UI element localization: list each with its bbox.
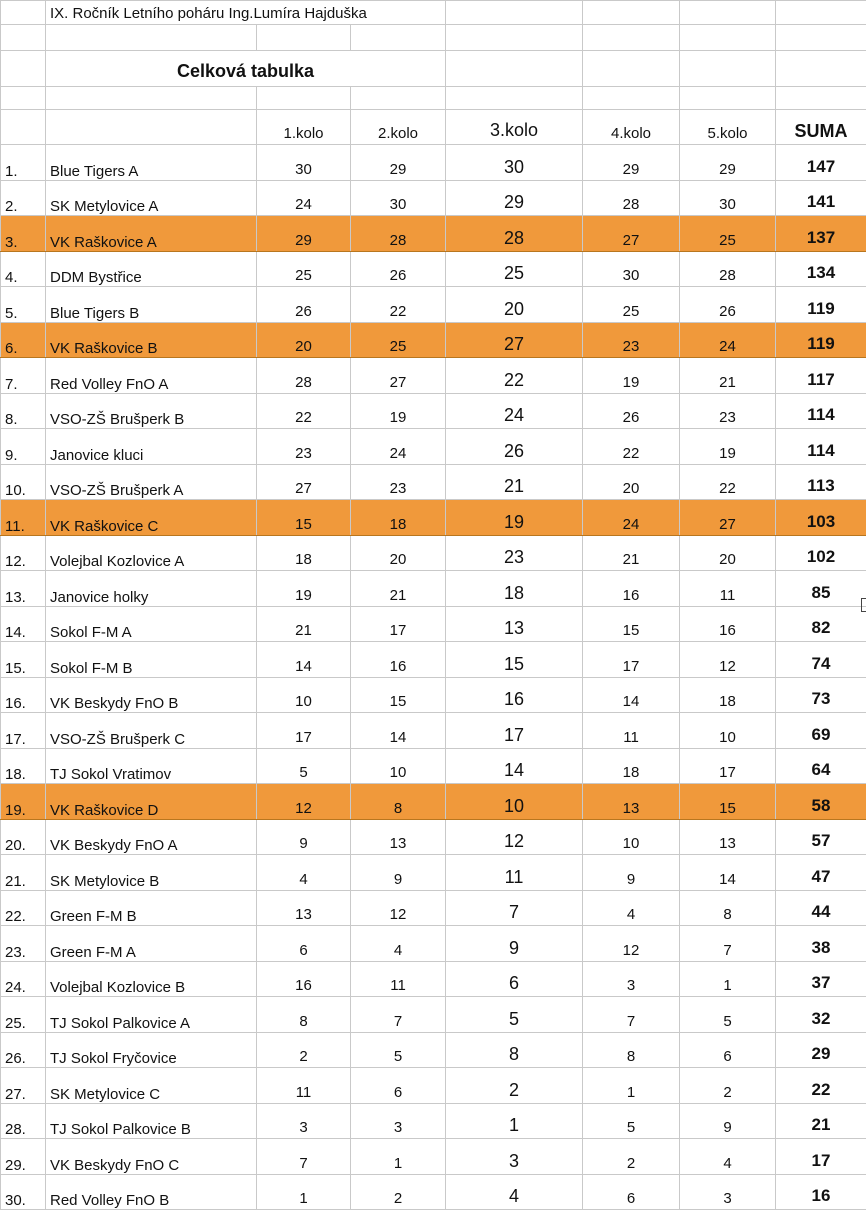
heading-row bbox=[1, 51, 866, 87]
team-name-cell[interactable]: Red Volley FnO B bbox=[46, 1174, 257, 1210]
table-row bbox=[1, 464, 866, 500]
table-row bbox=[1, 890, 866, 926]
kolo3-cell[interactable]: 1 bbox=[446, 1103, 583, 1139]
kolo2-cell[interactable]: 15 bbox=[351, 677, 446, 713]
rank-cell[interactable]: 4. bbox=[1, 251, 46, 287]
kolo2-cell[interactable]: 3 bbox=[351, 1103, 446, 1139]
table-row bbox=[1, 1068, 866, 1104]
kolo4-cell[interactable]: 22 bbox=[583, 429, 680, 465]
suma-cell[interactable]: 22 bbox=[776, 1068, 866, 1104]
suma-cell[interactable]: 114 bbox=[776, 429, 866, 465]
rank-cell[interactable]: 11. bbox=[1, 500, 46, 536]
kolo4-cell[interactable]: 8 bbox=[583, 1032, 680, 1068]
kolo2-cell[interactable]: 17 bbox=[351, 606, 446, 642]
kolo3-cell[interactable]: 29 bbox=[446, 180, 583, 216]
kolo5-cell[interactable]: 24 bbox=[680, 322, 776, 358]
kolo3-cell[interactable]: 17 bbox=[446, 713, 583, 749]
suma-cell[interactable]: 58 bbox=[776, 784, 866, 820]
kolo2-cell[interactable]: 2 bbox=[351, 1174, 446, 1210]
kolo1-cell[interactable]: 6 bbox=[257, 926, 351, 962]
kolo1-cell[interactable]: 22 bbox=[257, 393, 351, 429]
rank-cell[interactable]: 1. bbox=[1, 145, 46, 181]
table-row bbox=[1, 1032, 866, 1068]
kolo1-cell[interactable]: 20 bbox=[257, 322, 351, 358]
kolo4-cell[interactable]: 11 bbox=[583, 713, 680, 749]
suma-cell[interactable]: 38 bbox=[776, 926, 866, 962]
team-name-cell[interactable]: TJ Sokol Vratimov bbox=[46, 748, 257, 784]
kolo5-cell[interactable]: 19 bbox=[680, 429, 776, 465]
table-row bbox=[1, 216, 866, 252]
kolo4-cell[interactable]: 2 bbox=[583, 1139, 680, 1175]
table-row bbox=[1, 642, 866, 678]
rank-cell[interactable]: 18. bbox=[1, 748, 46, 784]
col-header-kolo5[interactable]: 5.kolo bbox=[680, 110, 776, 145]
kolo1-cell[interactable]: 1 bbox=[257, 1174, 351, 1210]
kolo4-cell[interactable]: 25 bbox=[583, 287, 680, 323]
suma-cell[interactable]: 85 bbox=[776, 571, 866, 607]
suma-cell[interactable]: 141 bbox=[776, 180, 866, 216]
kolo2-cell[interactable]: 28 bbox=[351, 216, 446, 252]
kolo3-cell[interactable]: 14 bbox=[446, 748, 583, 784]
kolo4-cell[interactable]: 27 bbox=[583, 216, 680, 252]
suma-cell[interactable]: 44 bbox=[776, 890, 866, 926]
team-name-cell[interactable]: VK Raškovice D bbox=[46, 784, 257, 820]
rank-cell[interactable]: 16. bbox=[1, 677, 46, 713]
rank-cell[interactable]: 20. bbox=[1, 819, 46, 855]
suma-cell[interactable]: 117 bbox=[776, 358, 866, 394]
kolo1-cell[interactable]: 28 bbox=[257, 358, 351, 394]
kolo2-cell[interactable]: 4 bbox=[351, 926, 446, 962]
kolo3-cell[interactable]: 13 bbox=[446, 606, 583, 642]
kolo2-cell[interactable]: 5 bbox=[351, 1032, 446, 1068]
title-row bbox=[1, 1, 866, 25]
rank-cell[interactable]: 29. bbox=[1, 1139, 46, 1175]
kolo1-cell[interactable]: 21 bbox=[257, 606, 351, 642]
kolo4-cell[interactable]: 24 bbox=[583, 500, 680, 536]
kolo1-cell[interactable]: 15 bbox=[257, 500, 351, 536]
team-name-cell[interactable]: VK Raškovice B bbox=[46, 322, 257, 358]
kolo3-cell[interactable]: 10 bbox=[446, 784, 583, 820]
table-row bbox=[1, 571, 866, 607]
team-name-cell[interactable]: VK Raškovice C bbox=[46, 500, 257, 536]
kolo1-cell[interactable]: 2 bbox=[257, 1032, 351, 1068]
kolo2-cell[interactable]: 30 bbox=[351, 180, 446, 216]
rank-cell[interactable]: 3. bbox=[1, 216, 46, 252]
kolo5-cell[interactable]: 13 bbox=[680, 819, 776, 855]
kolo5-cell[interactable]: 10 bbox=[680, 713, 776, 749]
kolo1-cell[interactable]: 12 bbox=[257, 784, 351, 820]
suma-cell[interactable]: 29 bbox=[776, 1032, 866, 1068]
kolo2-cell[interactable]: 16 bbox=[351, 642, 446, 678]
kolo1-cell[interactable]: 16 bbox=[257, 961, 351, 997]
kolo5-cell[interactable]: 6 bbox=[680, 1032, 776, 1068]
kolo2-cell[interactable]: 21 bbox=[351, 571, 446, 607]
table-row bbox=[1, 855, 866, 891]
rank-cell[interactable]: 22. bbox=[1, 890, 46, 926]
rank-cell[interactable]: 23. bbox=[1, 926, 46, 962]
sheet-title[interactable]: IX. Ročník Letního poháru Ing.Lumíra Hajduška bbox=[46, 1, 446, 25]
blank-row bbox=[1, 87, 866, 110]
suma-cell[interactable]: 57 bbox=[776, 819, 866, 855]
team-name-cell[interactable]: SK Metylovice C bbox=[46, 1068, 257, 1104]
kolo5-cell[interactable]: 28 bbox=[680, 251, 776, 287]
kolo2-cell[interactable]: 23 bbox=[351, 464, 446, 500]
rank-cell[interactable]: 9. bbox=[1, 429, 46, 465]
kolo5-cell[interactable]: 3 bbox=[680, 1174, 776, 1210]
kolo3-cell[interactable]: 15 bbox=[446, 642, 583, 678]
table-row bbox=[1, 535, 866, 571]
cell-resize-handle[interactable] bbox=[861, 598, 866, 612]
col-header-suma[interactable]: SUMA bbox=[776, 110, 866, 145]
blank-row bbox=[1, 25, 866, 51]
table-row bbox=[1, 926, 866, 962]
suma-cell[interactable]: 103 bbox=[776, 500, 866, 536]
kolo3-cell[interactable]: 20 bbox=[446, 287, 583, 323]
rank-cell[interactable]: 10. bbox=[1, 464, 46, 500]
kolo4-cell[interactable]: 4 bbox=[583, 890, 680, 926]
suma-cell[interactable]: 21 bbox=[776, 1103, 866, 1139]
table-row bbox=[1, 1174, 866, 1210]
col-header-kolo3[interactable]: 3.kolo bbox=[446, 110, 583, 145]
table-row bbox=[1, 393, 866, 429]
kolo5-cell[interactable]: 14 bbox=[680, 855, 776, 891]
kolo3-cell[interactable]: 16 bbox=[446, 677, 583, 713]
table-row bbox=[1, 1103, 866, 1139]
kolo1-cell[interactable]: 5 bbox=[257, 748, 351, 784]
team-name-cell[interactable]: Red Volley FnO A bbox=[46, 358, 257, 394]
rank-cell[interactable]: 6. bbox=[1, 322, 46, 358]
team-name-cell[interactable]: Sokol F-M B bbox=[46, 642, 257, 678]
table-row bbox=[1, 997, 866, 1033]
kolo4-cell[interactable]: 20 bbox=[583, 464, 680, 500]
kolo4-cell[interactable]: 16 bbox=[583, 571, 680, 607]
rank-cell[interactable]: 8. bbox=[1, 393, 46, 429]
rank-cell[interactable]: 5. bbox=[1, 287, 46, 323]
kolo4-cell[interactable]: 13 bbox=[583, 784, 680, 820]
kolo5-cell[interactable]: 26 bbox=[680, 287, 776, 323]
kolo5-cell[interactable]: 1 bbox=[680, 961, 776, 997]
table-row bbox=[1, 677, 866, 713]
kolo1-cell[interactable]: 13 bbox=[257, 890, 351, 926]
rank-cell[interactable]: 19. bbox=[1, 784, 46, 820]
rank-cell[interactable]: 14. bbox=[1, 606, 46, 642]
table-row bbox=[1, 322, 866, 358]
kolo5-cell[interactable]: 12 bbox=[680, 642, 776, 678]
kolo1-cell[interactable]: 4 bbox=[257, 855, 351, 891]
kolo2-cell[interactable]: 1 bbox=[351, 1139, 446, 1175]
kolo1-cell[interactable]: 17 bbox=[257, 713, 351, 749]
kolo2-cell[interactable]: 26 bbox=[351, 251, 446, 287]
table-row bbox=[1, 429, 866, 465]
rank-cell[interactable]: 24. bbox=[1, 961, 46, 997]
suma-cell[interactable]: 137 bbox=[776, 216, 866, 252]
team-name-cell[interactable]: DDM Bystřice bbox=[46, 251, 257, 287]
team-name-cell[interactable]: TJ Sokol Fryčovice bbox=[46, 1032, 257, 1068]
kolo2-cell[interactable]: 6 bbox=[351, 1068, 446, 1104]
kolo5-cell[interactable]: 11 bbox=[680, 571, 776, 607]
kolo4-cell[interactable]: 29 bbox=[583, 145, 680, 181]
team-name-cell[interactable]: Blue Tigers B bbox=[46, 287, 257, 323]
kolo3-cell[interactable]: 5 bbox=[446, 997, 583, 1033]
table-row bbox=[1, 819, 866, 855]
kolo4-cell[interactable]: 5 bbox=[583, 1103, 680, 1139]
kolo3-cell[interactable]: 18 bbox=[446, 571, 583, 607]
rank-cell[interactable]: 15. bbox=[1, 642, 46, 678]
team-name-cell[interactable]: Janovice kluci bbox=[46, 429, 257, 465]
team-name-cell[interactable]: VK Beskydy FnO C bbox=[46, 1139, 257, 1175]
kolo4-cell[interactable]: 14 bbox=[583, 677, 680, 713]
kolo5-cell[interactable]: 17 bbox=[680, 748, 776, 784]
kolo1-cell[interactable]: 11 bbox=[257, 1068, 351, 1104]
kolo2-cell[interactable]: 10 bbox=[351, 748, 446, 784]
kolo3-cell[interactable]: 28 bbox=[446, 216, 583, 252]
suma-cell[interactable]: 102 bbox=[776, 535, 866, 571]
suma-cell[interactable]: 134 bbox=[776, 251, 866, 287]
kolo1-cell[interactable]: 14 bbox=[257, 642, 351, 678]
suma-cell[interactable]: 113 bbox=[776, 464, 866, 500]
rank-cell[interactable]: 12. bbox=[1, 535, 46, 571]
kolo1-cell[interactable]: 24 bbox=[257, 180, 351, 216]
rank-cell[interactable]: 21. bbox=[1, 855, 46, 891]
kolo2-cell[interactable]: 8 bbox=[351, 784, 446, 820]
table-heading[interactable]: Celková tabulka bbox=[46, 51, 446, 87]
table-row bbox=[1, 606, 866, 642]
team-name-cell[interactable]: VK Beskydy FnO B bbox=[46, 677, 257, 713]
rank-cell[interactable]: 13. bbox=[1, 571, 46, 607]
team-name-cell[interactable]: SK Metylovice A bbox=[46, 180, 257, 216]
team-name-cell[interactable]: VK Raškovice A bbox=[46, 216, 257, 252]
kolo3-cell[interactable]: 7 bbox=[446, 890, 583, 926]
suma-cell[interactable]: 147 bbox=[776, 145, 866, 181]
kolo5-cell[interactable]: 20 bbox=[680, 535, 776, 571]
rank-cell[interactable]: 7. bbox=[1, 358, 46, 394]
kolo5-cell[interactable]: 2 bbox=[680, 1068, 776, 1104]
kolo3-cell[interactable]: 27 bbox=[446, 322, 583, 358]
team-name-cell[interactable]: TJ Sokol Palkovice B bbox=[46, 1103, 257, 1139]
team-name-cell[interactable]: VSO-ZŠ Brušperk C bbox=[46, 713, 257, 749]
kolo5-cell[interactable]: 25 bbox=[680, 216, 776, 252]
kolo3-cell[interactable]: 4 bbox=[446, 1174, 583, 1210]
team-name-cell[interactable]: Volejbal Kozlovice A bbox=[46, 535, 257, 571]
rank-cell[interactable]: 28. bbox=[1, 1103, 46, 1139]
kolo3-cell[interactable]: 11 bbox=[446, 855, 583, 891]
kolo3-cell[interactable]: 26 bbox=[446, 429, 583, 465]
kolo2-cell[interactable]: 14 bbox=[351, 713, 446, 749]
suma-cell[interactable]: 69 bbox=[776, 713, 866, 749]
team-name-cell[interactable]: Janovice holky bbox=[46, 571, 257, 607]
kolo2-cell[interactable]: 27 bbox=[351, 358, 446, 394]
rank-cell[interactable]: 2. bbox=[1, 180, 46, 216]
rank-cell[interactable]: 30. bbox=[1, 1174, 46, 1210]
suma-cell[interactable]: 114 bbox=[776, 393, 866, 429]
kolo5-cell[interactable]: 9 bbox=[680, 1103, 776, 1139]
kolo4-cell[interactable]: 21 bbox=[583, 535, 680, 571]
kolo2-cell[interactable]: 25 bbox=[351, 322, 446, 358]
kolo1-cell[interactable]: 23 bbox=[257, 429, 351, 465]
kolo1-cell[interactable]: 8 bbox=[257, 997, 351, 1033]
kolo1-cell[interactable]: 19 bbox=[257, 571, 351, 607]
kolo4-cell[interactable]: 9 bbox=[583, 855, 680, 891]
table-row bbox=[1, 180, 866, 216]
table-row bbox=[1, 251, 866, 287]
kolo4-cell[interactable]: 3 bbox=[583, 961, 680, 997]
kolo5-cell[interactable]: 30 bbox=[680, 180, 776, 216]
kolo5-cell[interactable]: 4 bbox=[680, 1139, 776, 1175]
team-name-cell[interactable]: Volejbal Kozlovice B bbox=[46, 961, 257, 997]
kolo5-cell[interactable]: 29 bbox=[680, 145, 776, 181]
kolo5-cell[interactable]: 23 bbox=[680, 393, 776, 429]
kolo5-cell[interactable]: 21 bbox=[680, 358, 776, 394]
kolo3-cell[interactable]: 8 bbox=[446, 1032, 583, 1068]
team-name-cell[interactable]: VK Beskydy FnO A bbox=[46, 819, 257, 855]
col-header-kolo4[interactable]: 4.kolo bbox=[583, 110, 680, 145]
kolo1-cell[interactable]: 29 bbox=[257, 216, 351, 252]
kolo2-cell[interactable]: 18 bbox=[351, 500, 446, 536]
kolo2-cell[interactable]: 9 bbox=[351, 855, 446, 891]
kolo4-cell[interactable]: 1 bbox=[583, 1068, 680, 1104]
table-row bbox=[1, 358, 866, 394]
team-name-cell[interactable]: Green F-M A bbox=[46, 926, 257, 962]
suma-cell[interactable]: 74 bbox=[776, 642, 866, 678]
kolo5-cell[interactable]: 16 bbox=[680, 606, 776, 642]
kolo3-cell[interactable]: 6 bbox=[446, 961, 583, 997]
kolo4-cell[interactable]: 26 bbox=[583, 393, 680, 429]
kolo5-cell[interactable]: 15 bbox=[680, 784, 776, 820]
kolo3-cell[interactable]: 19 bbox=[446, 500, 583, 536]
kolo3-cell[interactable]: 3 bbox=[446, 1139, 583, 1175]
suma-cell[interactable]: 32 bbox=[776, 997, 866, 1033]
kolo1-cell[interactable]: 27 bbox=[257, 464, 351, 500]
kolo3-cell[interactable]: 23 bbox=[446, 535, 583, 571]
kolo3-cell[interactable]: 12 bbox=[446, 819, 583, 855]
table-row bbox=[1, 145, 866, 181]
suma-cell[interactable]: 64 bbox=[776, 748, 866, 784]
table-row bbox=[1, 713, 866, 749]
team-name-cell[interactable]: Blue Tigers A bbox=[46, 145, 257, 181]
kolo5-cell[interactable]: 22 bbox=[680, 464, 776, 500]
team-name-cell[interactable]: SK Metylovice B bbox=[46, 855, 257, 891]
kolo1-cell[interactable]: 30 bbox=[257, 145, 351, 181]
col-header-kolo2[interactable]: 2.kolo bbox=[351, 110, 446, 145]
kolo4-cell[interactable]: 30 bbox=[583, 251, 680, 287]
kolo2-cell[interactable]: 7 bbox=[351, 997, 446, 1033]
kolo1-cell[interactable]: 25 bbox=[257, 251, 351, 287]
kolo4-cell[interactable]: 18 bbox=[583, 748, 680, 784]
team-name-cell[interactable]: TJ Sokol Palkovice A bbox=[46, 997, 257, 1033]
kolo3-cell[interactable]: 2 bbox=[446, 1068, 583, 1104]
kolo3-cell[interactable]: 24 bbox=[446, 393, 583, 429]
kolo1-cell[interactable]: 7 bbox=[257, 1139, 351, 1175]
kolo2-cell[interactable]: 13 bbox=[351, 819, 446, 855]
kolo5-cell[interactable]: 18 bbox=[680, 677, 776, 713]
kolo3-cell[interactable]: 30 bbox=[446, 145, 583, 181]
kolo2-cell[interactable]: 24 bbox=[351, 429, 446, 465]
rank-cell[interactable]: 27. bbox=[1, 1068, 46, 1104]
kolo1-cell[interactable]: 18 bbox=[257, 535, 351, 571]
kolo1-cell[interactable]: 3 bbox=[257, 1103, 351, 1139]
table-row bbox=[1, 287, 866, 323]
suma-cell[interactable]: 119 bbox=[776, 322, 866, 358]
kolo4-cell[interactable]: 28 bbox=[583, 180, 680, 216]
kolo3-cell[interactable]: 25 bbox=[446, 251, 583, 287]
table-row bbox=[1, 1139, 866, 1175]
suma-cell[interactable]: 73 bbox=[776, 677, 866, 713]
column-header-row bbox=[1, 110, 866, 145]
rank-cell[interactable]: 26. bbox=[1, 1032, 46, 1068]
kolo3-cell[interactable]: 22 bbox=[446, 358, 583, 394]
suma-cell[interactable]: 82 bbox=[776, 606, 866, 642]
kolo4-cell[interactable]: 12 bbox=[583, 926, 680, 962]
table-row bbox=[1, 784, 866, 820]
table-row bbox=[1, 748, 866, 784]
kolo4-cell[interactable]: 6 bbox=[583, 1174, 680, 1210]
kolo1-cell[interactable]: 10 bbox=[257, 677, 351, 713]
team-name-cell[interactable]: VSO-ZŠ Brušperk B bbox=[46, 393, 257, 429]
kolo1-cell[interactable]: 26 bbox=[257, 287, 351, 323]
col-header-kolo1[interactable]: 1.kolo bbox=[257, 110, 351, 145]
kolo2-cell[interactable]: 12 bbox=[351, 890, 446, 926]
kolo5-cell[interactable]: 5 bbox=[680, 997, 776, 1033]
rank-cell[interactable]: 25. bbox=[1, 997, 46, 1033]
kolo4-cell[interactable]: 19 bbox=[583, 358, 680, 394]
kolo3-cell[interactable]: 9 bbox=[446, 926, 583, 962]
team-name-cell[interactable]: Green F-M B bbox=[46, 890, 257, 926]
suma-cell[interactable]: 16 bbox=[776, 1174, 866, 1210]
kolo3-cell[interactable]: 21 bbox=[446, 464, 583, 500]
kolo1-cell[interactable]: 9 bbox=[257, 819, 351, 855]
team-name-cell[interactable]: VSO-ZŠ Brušperk A bbox=[46, 464, 257, 500]
suma-cell[interactable]: 47 bbox=[776, 855, 866, 891]
kolo4-cell[interactable]: 7 bbox=[583, 997, 680, 1033]
kolo2-cell[interactable]: 11 bbox=[351, 961, 446, 997]
kolo5-cell[interactable]: 7 bbox=[680, 926, 776, 962]
suma-cell[interactable]: 37 bbox=[776, 961, 866, 997]
kolo4-cell[interactable]: 23 bbox=[583, 322, 680, 358]
kolo2-cell[interactable]: 29 bbox=[351, 145, 446, 181]
kolo2-cell[interactable]: 19 bbox=[351, 393, 446, 429]
kolo5-cell[interactable]: 8 bbox=[680, 890, 776, 926]
kolo2-cell[interactable]: 22 bbox=[351, 287, 446, 323]
kolo2-cell[interactable]: 20 bbox=[351, 535, 446, 571]
kolo5-cell[interactable]: 27 bbox=[680, 500, 776, 536]
rank-cell[interactable]: 17. bbox=[1, 713, 46, 749]
table-row bbox=[1, 961, 866, 997]
kolo4-cell[interactable]: 10 bbox=[583, 819, 680, 855]
suma-cell[interactable]: 119 bbox=[776, 287, 866, 323]
team-name-cell[interactable]: Sokol F-M A bbox=[46, 606, 257, 642]
table-row bbox=[1, 500, 866, 536]
suma-cell[interactable]: 17 bbox=[776, 1139, 866, 1175]
kolo4-cell[interactable]: 17 bbox=[583, 642, 680, 678]
kolo4-cell[interactable]: 15 bbox=[583, 606, 680, 642]
